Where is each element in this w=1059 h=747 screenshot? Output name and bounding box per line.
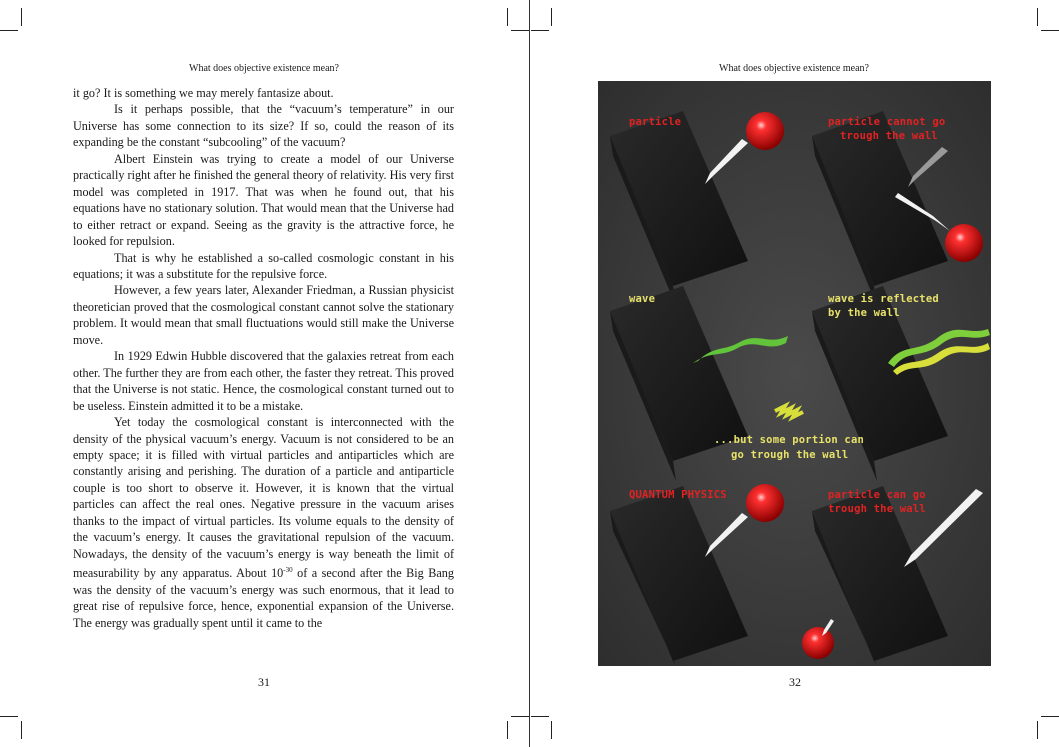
crop-mark [1041, 716, 1059, 717]
label-tunnel: particle can go [828, 489, 926, 501]
quantum-tunneling-figure [598, 81, 991, 666]
paragraph-tail: of a second after the Big Bang was the density of the vacuum’s energy was such enormous, that it lead to great rise of repulsive force, hence, exponential expansion of the Universe. The energy was gradually spent until it came to the [73, 566, 454, 630]
particle-ball [802, 627, 834, 659]
crop-mark [21, 8, 22, 26]
crop-mark [507, 721, 508, 739]
running-head-right: What does objective existence mean? [719, 63, 869, 74]
paragraph-text: Yet today the cosmological constant is interconnected with the density of the physical vacuum’s energy. Vacuum is not considered to be an empty space; it is filled with virtual particles and antiparticles which are constantly arising and perishing. The duration of a particle and antiparticle couple is too short to observe it. However, it is known that the virtual particles can affect the real ones. Negative pressure in the vacuum arises thanks to the impact of virtual particles. Its volume equals to the density of the vacuum’s energy. It causes the gravitational repulsion of the vacuum. Nowadays, the density of the vacuum’s energy is way beneath the limit of measurability by any apparatus. About 10 [73, 415, 454, 581]
crop-mark [507, 8, 508, 26]
label-wave-portion: go trough the wall [731, 449, 849, 461]
crop-mark [21, 721, 22, 739]
page-number-left: 31 [258, 675, 270, 689]
particle-ball [945, 224, 983, 262]
label-wave: wave [629, 293, 656, 305]
crop-mark [1037, 721, 1038, 739]
crop-mark [531, 716, 549, 717]
crop-mark [1041, 30, 1059, 31]
running-head-left: What does objective existence mean? [189, 63, 339, 74]
crop-mark [551, 721, 552, 739]
particle-ball [746, 484, 784, 522]
paragraph: However, a few years later, Alexander Friedman, a Russian physicist theoretician proved that the cosmological constant cannot solve the stationary problem. It would mean that small fluctuations would still make the Universe move. [73, 283, 454, 347]
crop-mark [551, 8, 552, 26]
crop-mark [511, 30, 529, 31]
label-wave-reflected: wave is reflected [828, 293, 939, 305]
paragraph: Albert Einstein was trying to create a model of our Universe practically right after he finished the general theory of relativity. His very first model was completed in 1917. That was when he found out, that his equations have no stationary solution. That would mean that the Universe had to either retract or expand. Seeing as the gravity is the attractive force, he looked for repulsion. [73, 151, 454, 249]
crop-mark [0, 30, 18, 31]
paragraph [73, 414, 454, 631]
book-spine [529, 0, 530, 747]
label-quantum-physics: QUANTUM PHYSICS [629, 489, 727, 501]
page-number-right: 32 [789, 675, 801, 689]
particle-ball [746, 112, 784, 150]
crop-mark [1037, 8, 1038, 26]
paragraph: That is why he established a so-called cosmologic constant in his equations; it was a substitute for the repulsive force. [73, 250, 454, 281]
paragraph: In 1929 Edwin Hubble discovered that the galaxies retreat from each other. The further they are from each other, the faster they retreat. This proved that the Universe is not static. Hence, the cosmological constant turned out to be useless. Einstein admitted it to be a mistake. [73, 349, 454, 413]
label-particle-blocked: trough the wall [840, 130, 938, 142]
paragraph: Is it perhaps possible, that the “vacuum’s temperature” in our Universe has some connection to its size? If so, could the reason of its expanding be the constant “subcooling” of the vacuum? [73, 102, 454, 150]
label-tunnel: trough the wall [828, 503, 926, 515]
body-text [73, 85, 454, 631]
label-wave-reflected: by the wall [828, 307, 900, 319]
label-particle: particle [629, 116, 682, 128]
figure-illustration [598, 81, 991, 666]
crop-mark [0, 716, 18, 717]
exponent: -30 [283, 566, 293, 575]
crop-mark [511, 716, 529, 717]
paragraph: it go? It is something we may merely fantasize about. [73, 86, 334, 100]
label-wave-portion: ...but some portion can [714, 434, 864, 446]
crop-mark [531, 30, 549, 31]
label-particle-blocked: particle cannot go [828, 116, 946, 128]
